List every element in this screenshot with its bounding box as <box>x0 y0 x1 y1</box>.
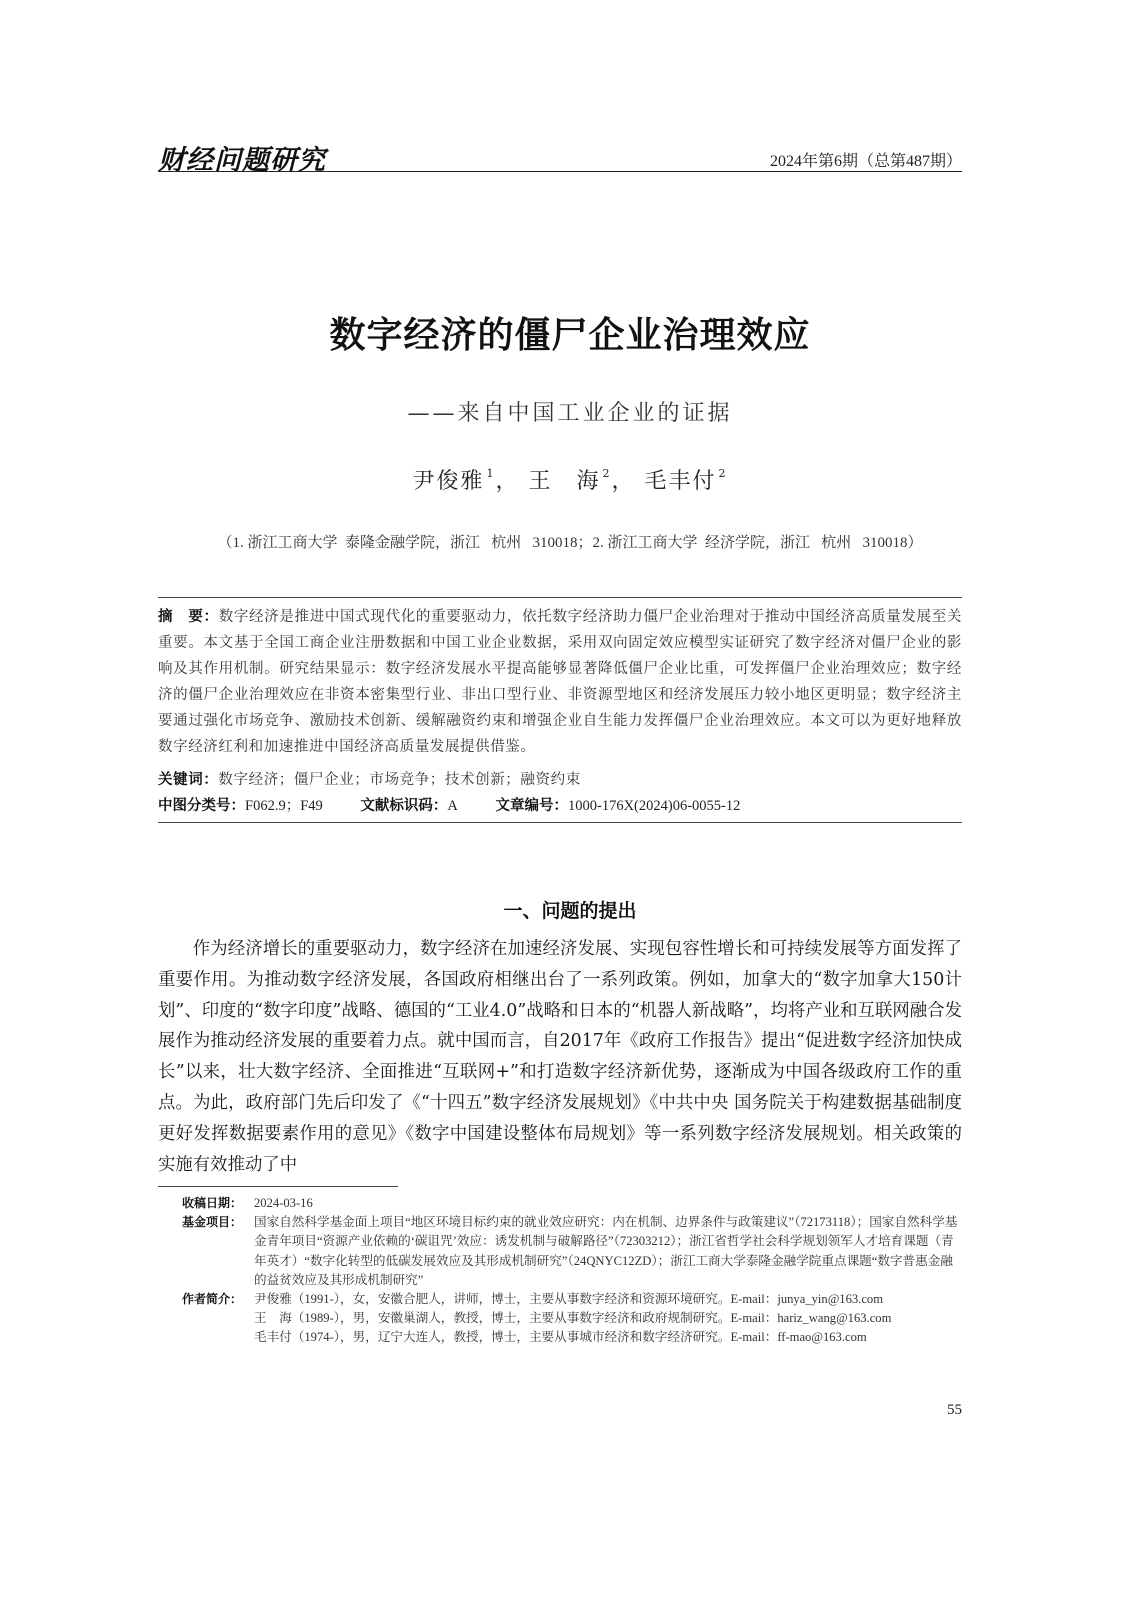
footnotes <box>182 1194 962 1348</box>
article-no-value: 1000-176X(2024)06-0055-12 <box>568 798 741 814</box>
affiliation-mark: 2 <box>602 467 612 480</box>
fund-text: 国家自然科学基金面上项目“地区环境目标约束的就业效应研究：内在机制、边界条件与政策建议”（72173118）；国家自然科学基金青年项目“资源产业依赖的‘碳诅咒’效应：诱发机制与破解路径”（72303212）；浙江省哲学社会科学规划领军人才培育课题（青年英才）“数字化转型的低碳发展效应及其形成机制研究”（24QNYC12ZD）；浙江工商大学泰隆金融学院重点课题“数字普惠金融的益贫效应及其形成机制研究” <box>254 1215 958 1287</box>
section-heading: 一、问题的提出 <box>503 900 637 922</box>
received-label: 收稿日期： <box>182 1196 243 1210</box>
doc-code-label: 文献标识码： <box>360 798 448 814</box>
article-subtitle: ——来自中国工业企业的证据 <box>407 401 733 426</box>
classification-info <box>158 794 962 815</box>
article-title: 数字经济的僵尸企业治理效应 <box>329 315 811 356</box>
header-divider <box>158 171 962 172</box>
keywords <box>158 768 962 789</box>
author-name: 毛丰付 <box>644 469 717 494</box>
issue-info: 2024年第6期（总第487期） <box>769 153 962 170</box>
received-date: 2024-03-16 <box>254 1196 313 1210</box>
abstract-bottom-rule <box>158 822 962 823</box>
affiliations: （1. 浙江工商大学 泰隆金融学院，浙江 杭州 310018；2. 浙江工商大学 经济学院，浙江 杭州 310018） <box>217 535 923 551</box>
keywords-label: 关键词： <box>158 772 219 788</box>
author-bio: 毛丰付（1974-），男，辽宁大连人，教授，博士，主要从事城市经济和数字经济研究。E-mail：ff-mao@163.com <box>254 1330 867 1345</box>
footnote-bio <box>182 1290 962 1309</box>
author-bio: 王 海（1989-），男，安徽巢湖人，教授，博士，主要从事数字经济和政府规制研究。E-mail：hariz_wang@163.com <box>254 1311 892 1326</box>
article-no-label: 文章编号： <box>495 798 568 814</box>
author-name: 王 海 <box>528 469 601 494</box>
author-name: 尹俊雅 <box>412 469 485 494</box>
author-separator: ， <box>495 469 520 494</box>
keywords-text: 数字经济；僵尸企业；市场竞争；技术创新；融资约束 <box>218 772 581 788</box>
abstract-top-rule <box>158 597 962 598</box>
body-paragraph: 作为经济增长的重要驱动力，数字经济在加速经济发展、实现包容性增长和可持续发展等方面发挥了重要作用。为推动数字经济发展，各国政府相继出台了一系列政策。例如，加拿大的“数字加拿大150计划”、印度的“数字印度”战略、德国的“工业4.0”战略和日本的“机器人新战略”，均将产业和互联网融合发展作为推动经济发展的重要着力点。就中国而言，自2017年《政府工作报告》提出“促进数字经济加快成长”以来，壮大数字经济、全面推进“互联网+”和打造数字经济新优势，逐渐成为中国各级政府工作的重点。为此，政府部门先后印发了《“十四五”数字经济发展规划》《中共中央 国务院关于构建数据基础制度更好发挥数据要素作用的意见》《数字中国建设整体布局规划》等一系列数字经济发展规划。相关政策的实施有效推动了中 <box>158 939 962 1175</box>
footnote-fund <box>182 1213 962 1290</box>
footnote-received <box>182 1194 962 1213</box>
abstract-label: 摘 要： <box>158 609 219 625</box>
journal-logo: 财经问题研究 <box>158 145 326 176</box>
fund-label: 基金项目： <box>182 1215 243 1230</box>
author-bio: 尹俊雅（1991-），女，安徽合肥人，讲师，博士，主要从事数字经济和资源环境研究。E-mail：junya_yin@163.com <box>254 1292 884 1307</box>
footnote-rule <box>158 1186 398 1187</box>
affiliation-mark: 2 <box>718 467 728 480</box>
author-list <box>0 464 1140 495</box>
abstract <box>158 604 962 760</box>
clc-value: F062.9；F49 <box>245 798 323 814</box>
affiliation-mark: 1 <box>486 467 496 480</box>
clc-label: 中图分类号： <box>158 798 245 814</box>
abstract-text: 数字经济是推进中国式现代化的重要驱动力，依托数字经济助力僵尸企业治理对于推动中国经济高质量发展至关重要。本文基于全国工商企业注册数据和中国工业企业数据，采用双向固定效应模型实证研究了数字经济对僵尸企业的影响及其作用机制。研究结果显示：数字经济发展水平提高能够显著降低僵尸企业比重，可发挥僵尸企业治理效应；数字经济的僵尸企业治理效应在非资本密集型行业、非出口型行业、非资源型地区和经济发展压力较小地区更明显；数字经济主要通过强化市场竞争、激励技术创新、缓解融资约束和增强企业自生能力发挥僵尸企业治理效应。本文可以为更好地释放数字经济红利和加速推进中国经济高质量发展提供借鉴。 <box>158 609 962 755</box>
doc-code-value: A <box>447 798 458 814</box>
bio-label: 作者简介： <box>182 1292 243 1307</box>
author-separator: ， <box>611 469 636 494</box>
page-number: 55 <box>947 1402 962 1418</box>
